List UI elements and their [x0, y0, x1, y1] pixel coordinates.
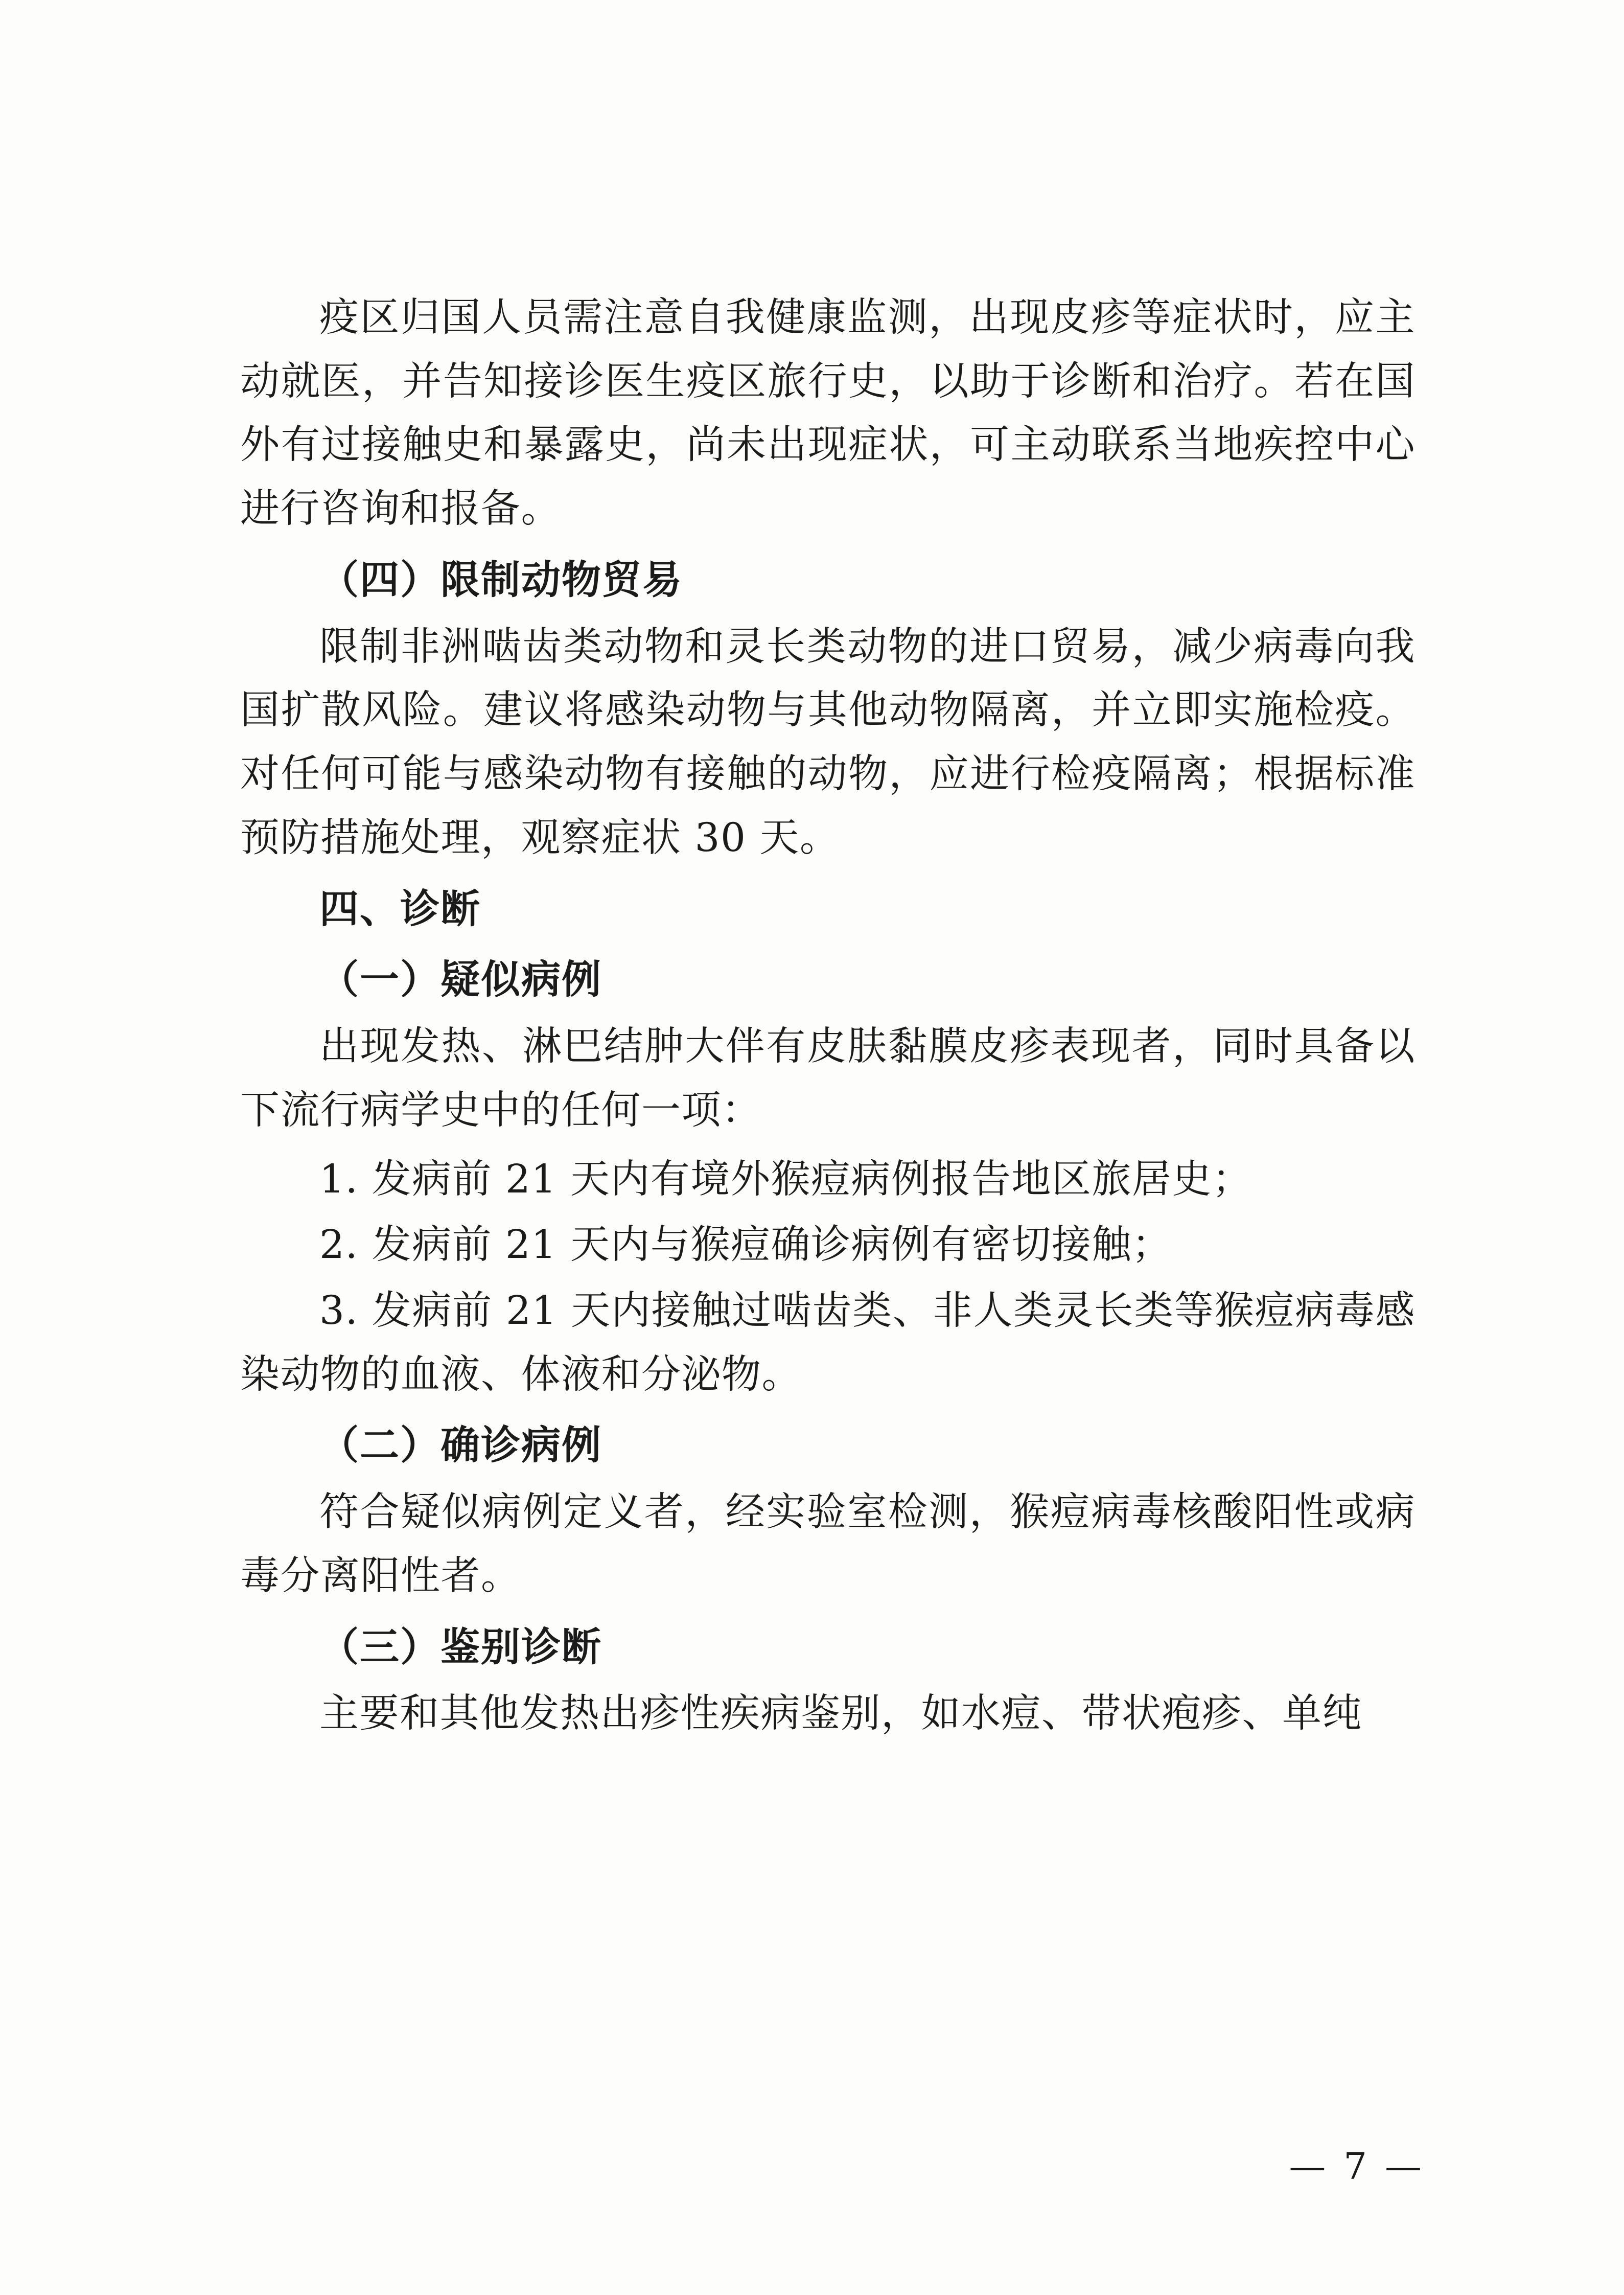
paragraph: 疫区归国人员需注意自我健康监测，出现皮疹等症状时，应主动就医，并告知接诊医生疫区旅行史，以助于诊断和治疗。若在国外有过接触史和暴露史，尚未出现症状，可主动联系当地疾控中心进行咨询和报备。 [240, 295, 1416, 532]
paragraph: 符合疑似病例定义者，经实验室检测，猴痘病毒核酸阳性或病毒分离阳性者。 [240, 1489, 1416, 1599]
paragraph: 主要和其他发热出疹性疾病鉴别，如水痘、带状疱疹、单纯 [319, 1691, 1362, 1737]
section-heading: 四、诊断 [319, 886, 481, 932]
section-heading: （一）疑似病例 [319, 957, 602, 1003]
list-item: 1. 发病前 21 天内有境外猴痘病例报告地区旅居史； [319, 1156, 1252, 1202]
list-item: 3. 发病前 21 天内接触过啮齿类、非人类灵长类等猴痘病毒感染动物的血液、体液和分泌物。 [240, 1288, 1416, 1397]
section-heading: （四）限制动物贸易 [319, 557, 683, 603]
page-number: — 7 — [1289, 2145, 1425, 2188]
section-heading: （三）鉴别诊断 [319, 1624, 602, 1670]
paragraph: 出现发热、淋巴结肿大伴有皮肤黏膜皮疹表现者，同时具备以下流行病学史中的任何一项： [240, 1024, 1416, 1133]
document-body [240, 286, 1416, 1751]
list-item: 2. 发病前 21 天内与猴痘确诊病例有密切接触； [319, 1222, 1172, 1268]
paragraph: 限制非洲啮齿类动物和灵长类动物的进口贸易，减少病毒向我国扩散风险。建议将感染动物与其他动物隔离，并立即实施检疫。对任何可能与感染动物有接触的动物，应进行检疫隔离；根据标准预防措施处理，观察症状 30 天。 [240, 624, 1416, 861]
section-heading: （二）确诊病例 [319, 1422, 602, 1469]
